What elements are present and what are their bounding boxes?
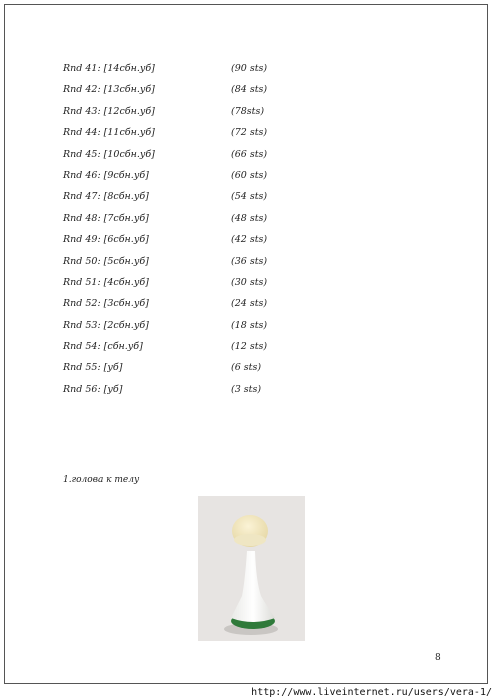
mushroom-photo — [198, 496, 305, 641]
pattern-row — [63, 105, 323, 126]
round-instruction: Rnd 55: [уб] — [63, 362, 123, 374]
stitch-count: (30 sts) — [231, 276, 268, 288]
round-instruction: Rnd 42: [13сбн.уб] — [63, 84, 155, 96]
page-number: 8 — [435, 653, 441, 663]
round-instruction: Rnd 48: [7сбн.уб] — [63, 212, 149, 224]
document-page — [4, 4, 488, 684]
round-instruction: Rnd 50: [5сбн.уб] — [63, 255, 149, 267]
pattern-row — [63, 297, 323, 318]
stitch-count: (42 sts) — [231, 234, 268, 246]
photo-caption: 1.голова к телу — [63, 475, 140, 485]
stitch-count: (36 sts) — [231, 255, 268, 267]
round-instruction: Rnd 46: [9сбн.уб] — [63, 169, 149, 181]
stitch-count: (6 sts) — [231, 362, 262, 374]
stitch-count: (72 sts) — [231, 127, 268, 139]
stitch-count: (48 sts) — [231, 212, 268, 224]
source-url[interactable]: http://www.liveinternet.ru/users/vera-1/ — [251, 687, 492, 698]
stitch-count: (18 sts) — [231, 319, 268, 331]
pattern-row — [63, 190, 323, 211]
pattern-row — [63, 62, 323, 83]
mushroom-image — [198, 496, 305, 641]
pattern-row — [63, 276, 323, 297]
pattern-row — [63, 148, 323, 169]
pattern-row — [63, 361, 323, 382]
stitch-count: (12 sts) — [231, 341, 268, 353]
round-instruction: Rnd 44: [11сбн.уб] — [63, 127, 155, 139]
round-instruction: Rnd 41: [14сбн.уб] — [63, 63, 155, 74]
stitch-count: (3 sts) — [231, 383, 262, 395]
stitch-count: (60 sts) — [231, 169, 268, 181]
round-instruction: Rnd 45: [10сбн.уб] — [63, 148, 155, 160]
round-instruction: Rnd 47: [8сбн.уб] — [63, 191, 149, 203]
round-instruction: Rnd 56: [уб] — [63, 383, 123, 395]
pattern-row — [63, 169, 323, 190]
pattern-row — [63, 383, 323, 404]
pattern-row — [63, 83, 323, 104]
stitch-count: (54 sts) — [231, 191, 268, 203]
round-instruction: Rnd 51: [4сбн.уб] — [63, 276, 149, 288]
round-instruction: Rnd 49: [6сбн.уб] — [63, 234, 149, 246]
round-instruction: Rnd 52: [3сбн.уб] — [63, 298, 149, 310]
stitch-count: (84 sts) — [231, 84, 268, 96]
stitch-count: (24 sts) — [231, 298, 268, 310]
pattern-row — [63, 340, 323, 361]
stitch-count: (90 sts) — [231, 63, 268, 74]
pattern-rows — [63, 62, 323, 404]
pattern-row — [63, 233, 323, 254]
stitch-count: (66 sts) — [231, 148, 268, 160]
round-instruction: Rnd 43: [12сбн.уб] — [63, 105, 155, 117]
round-instruction: Rnd 53: [2сбн.уб] — [63, 319, 149, 331]
pattern-row — [63, 126, 323, 147]
round-instruction: Rnd 54: [сбн.уб] — [63, 341, 143, 353]
pattern-row — [63, 255, 323, 276]
pattern-row — [63, 319, 323, 340]
pattern-row — [63, 212, 323, 233]
stitch-count: (78sts) — [231, 105, 265, 117]
